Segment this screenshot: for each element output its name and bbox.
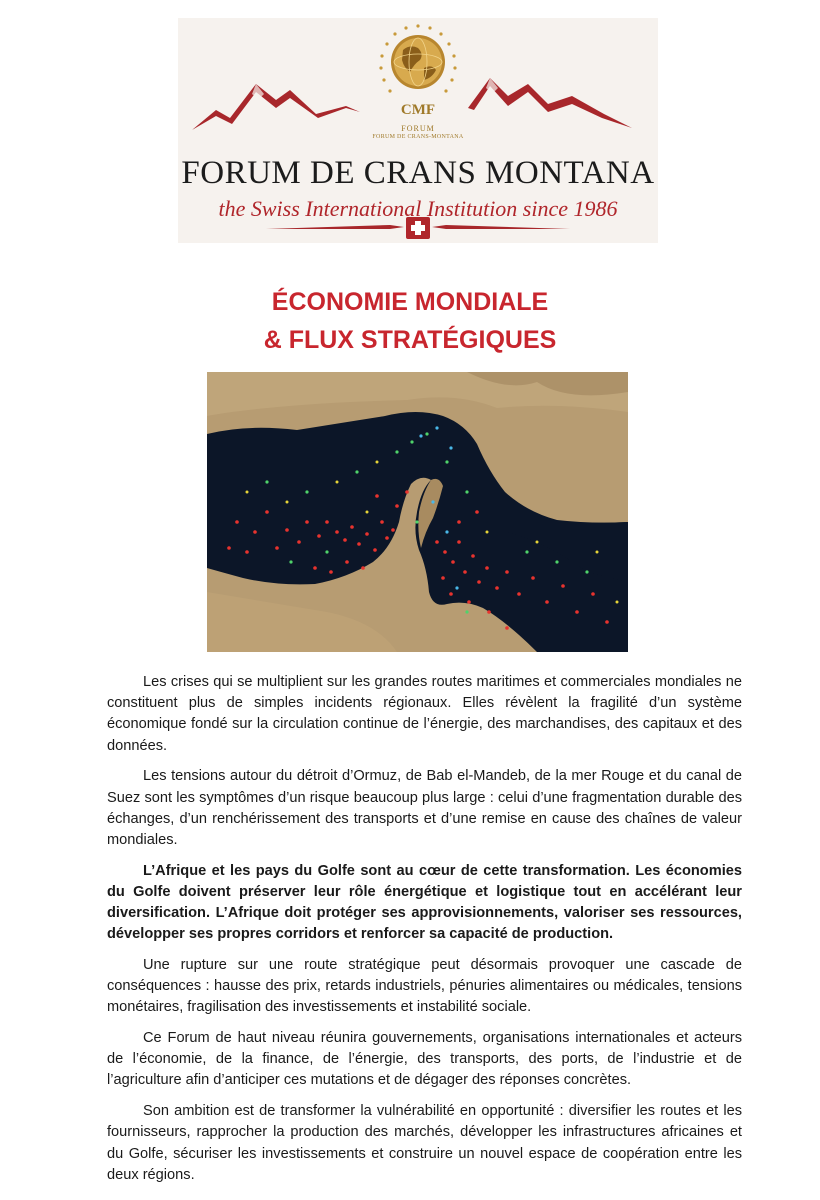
strait-map-graphic [207, 372, 628, 652]
org-name: FORUM DE CRANS MONTANA [181, 155, 655, 191]
logo-subtitle: FORUM DE CRANS-MONTANA [372, 134, 464, 140]
paragraph-1: Les crises qui se multiplient sur les grandes routes maritimes et commerciales mondiales ne constituent plus de simples incidents régionaux. Elles révèlent la fragilité d’un système économique fondé sur la circulation continue de l’énergie, des marchandises, des capitaux et des données. [107, 674, 742, 754]
forum-header [178, 18, 658, 243]
paragraph-5: Ce Forum de haut niveau réunira gouvernements, organisations internationales et acteurs de l’économie, de la finance, de l’énergie, des transports, des ports, de l’industrie et de l’agriculture afin d’anticiper ces mutations et de dégager des réponses concrètes. [107, 1030, 742, 1089]
title-line-2: & FLUX STRATÉGIQUES [263, 326, 557, 354]
body-text [107, 672, 742, 1195]
logo-letters: CMF [400, 102, 436, 118]
paragraph-2: Les tensions autour du détroit d’Ormuz, de Bab el-Mandeb, de la mer Rouge et du canal de Suez sont les symptômes d’un risque beaucoup plus large : celui d’une fragmentation durable des échanges, d’un renchérissement des transports et d’une remise en cause des chaînes de valeur mondiales. [107, 768, 742, 848]
title-line-1: ÉCONOMIE MONDIALE [271, 288, 549, 316]
org-tagline: the Swiss International Institution since 1986 [218, 196, 618, 221]
paragraph-3-bold: L’Afrique et les pays du Golfe sont au cœur de cette transformation. Les économies du Golfe doivent préserver leur rôle énergétique et logistique tout en accélérant leur diversification. L’Afrique doit protéger ses approvisionnements, valoriser ses ressources, développer ses propres corridors et renforcer sa capacité de production. [107, 862, 742, 943]
logo-forum-label: FORUM [401, 124, 435, 133]
document-title [0, 283, 820, 359]
paragraph-6: Son ambition est de transformer la vulnérabilité en opportunité : diversifier les routes et les fournisseurs, rapprocher la production des marchés, développer les infrastructures africaines et du Golfe, sécuriser les investissements et construire un nouvel espace de coopération entre les deux régions. [107, 1103, 742, 1183]
shipping-map-image [207, 372, 628, 652]
globe-emblem-icon [379, 24, 456, 92]
paragraph-4: Une rupture sur une route stratégique peut désormais provoquer une cascade de conséquences : hausse des prix, retards industriels, pénuries alimentaires ou médicales, tensions monétaires, fragilisation des investissements et instabilité sociale. [107, 956, 742, 1016]
